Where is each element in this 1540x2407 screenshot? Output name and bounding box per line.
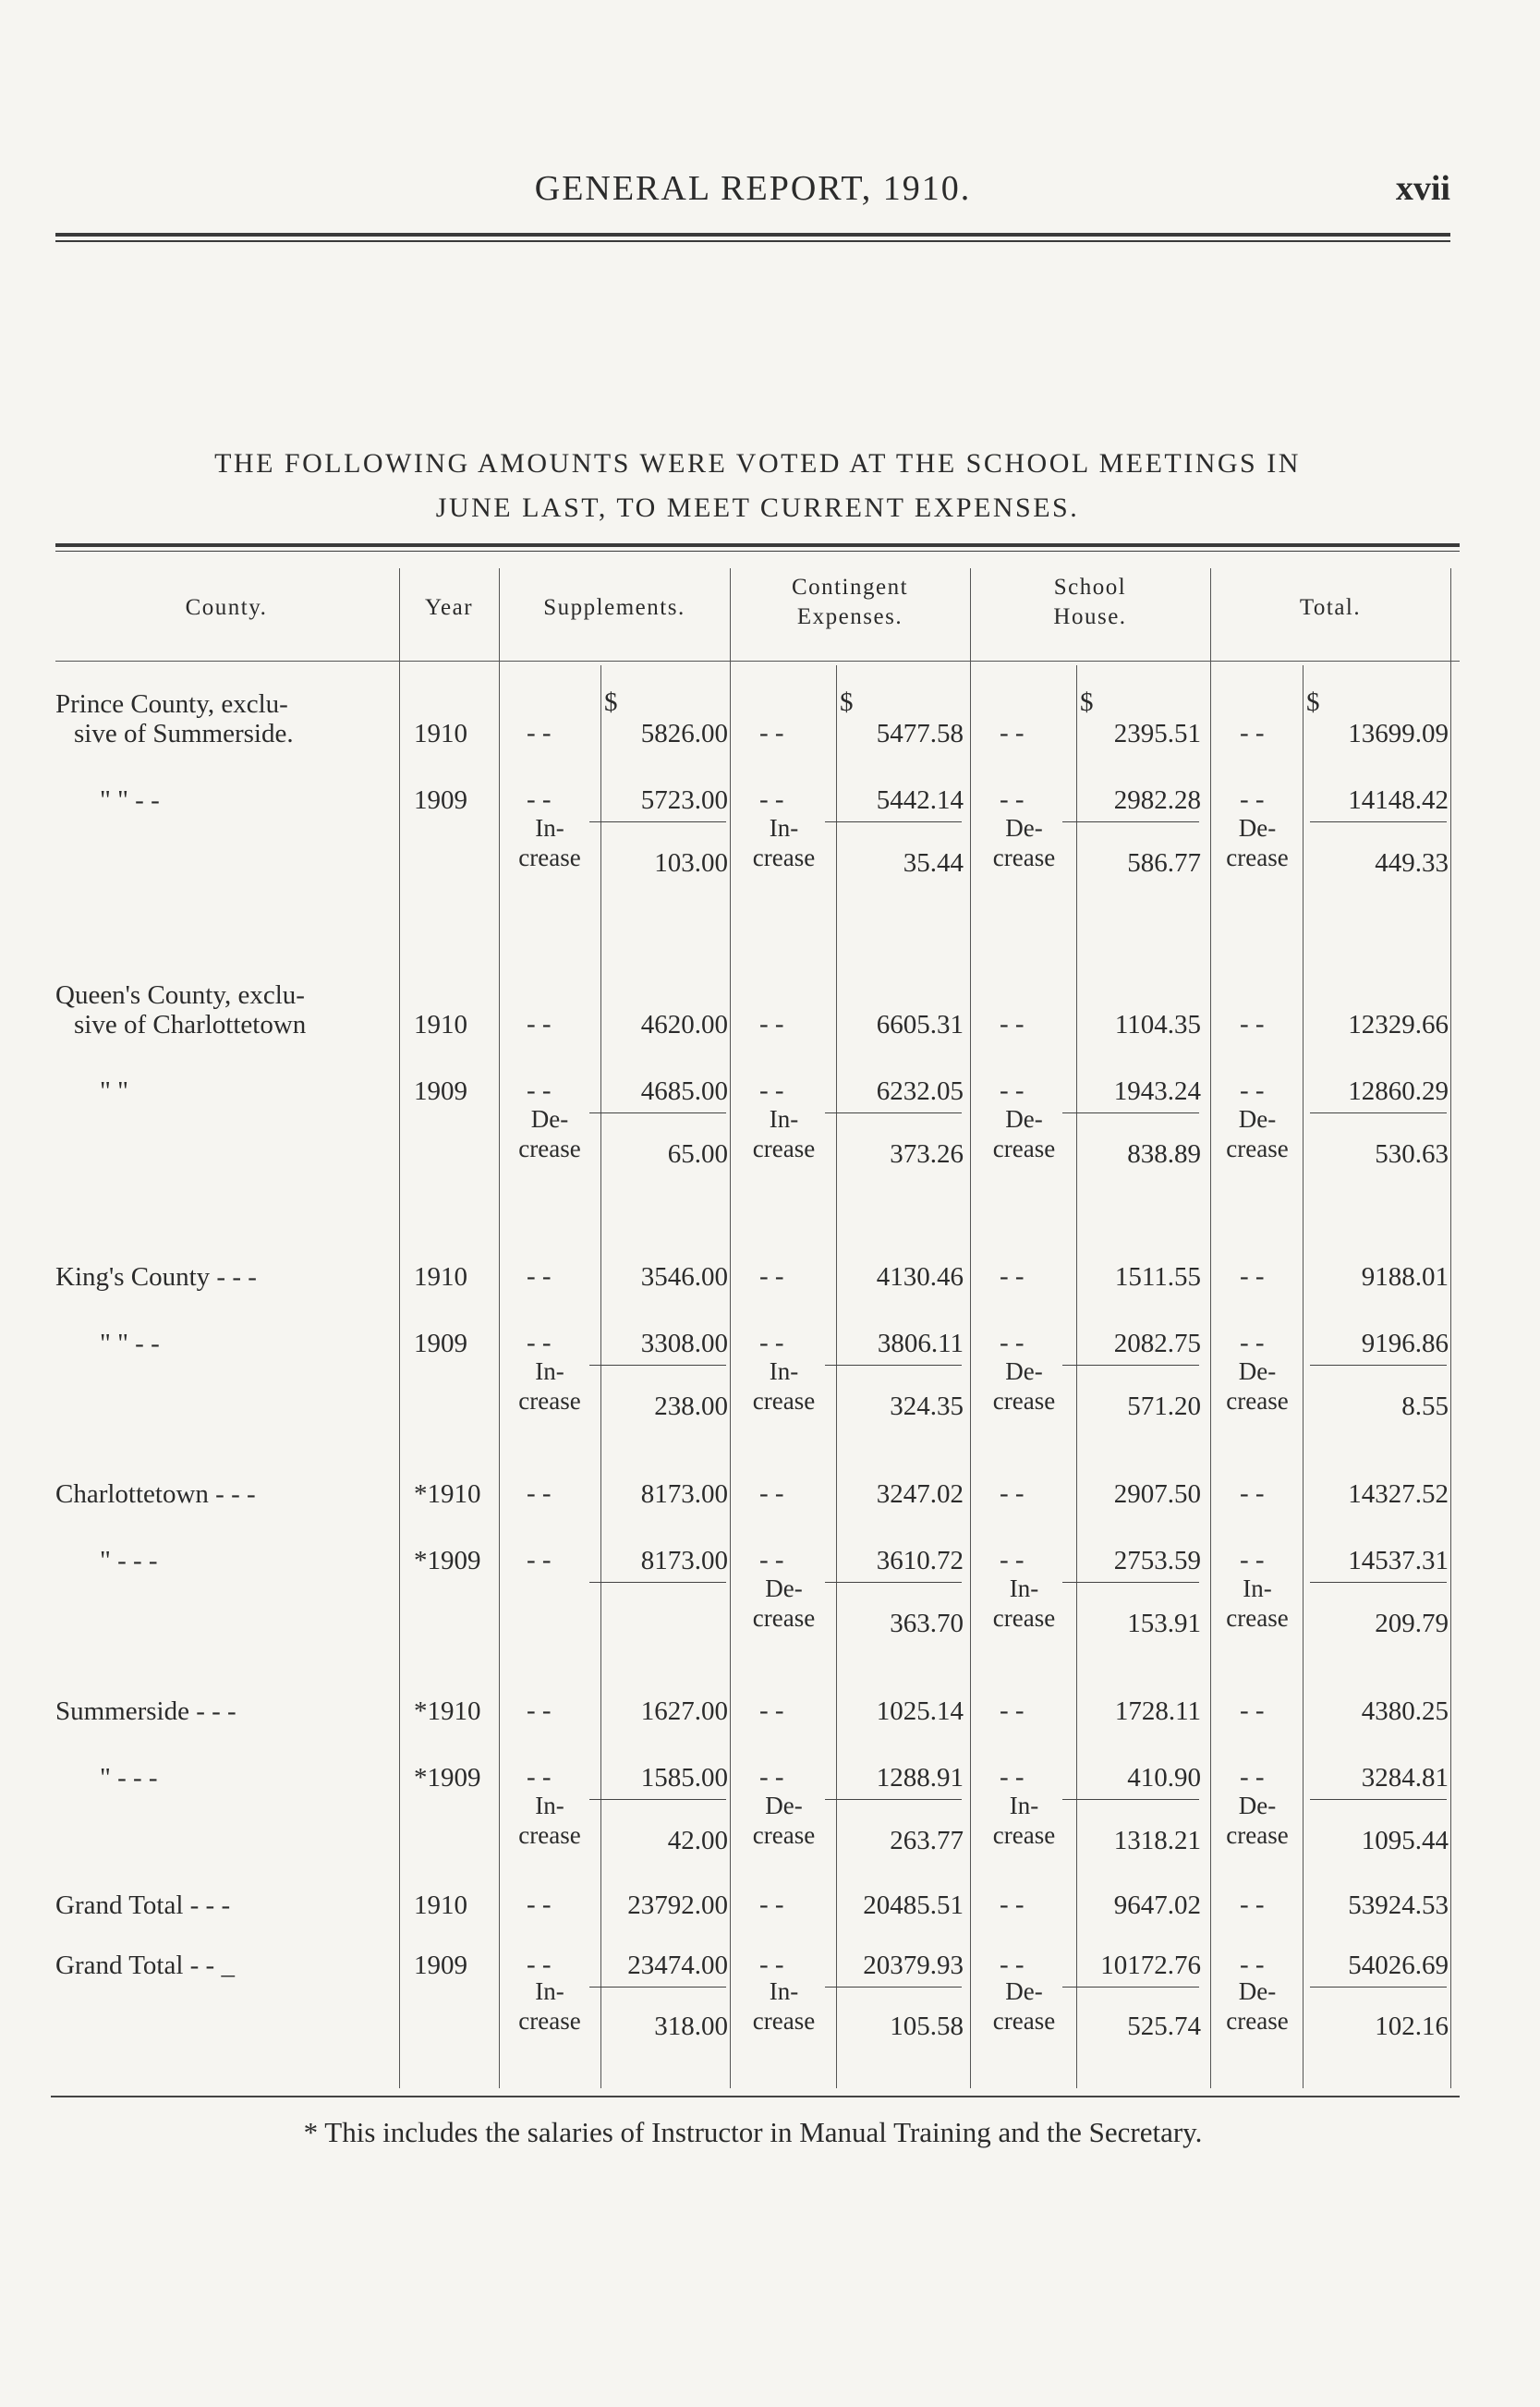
difference-rule <box>825 1799 962 1800</box>
header-underline <box>55 661 1460 662</box>
difference-rule <box>1310 1365 1447 1366</box>
change-label: crease <box>752 1135 816 1162</box>
change-label: crease <box>518 1387 581 1415</box>
column-divider <box>970 568 971 2088</box>
difference-con: 324.35 <box>890 1392 964 1421</box>
table-top-rule <box>55 543 1460 547</box>
difference-rule <box>1310 1582 1447 1583</box>
difference-tot: 1095.44 <box>1361 1826 1449 1855</box>
value-sup-1909: 4685.00 <box>640 1076 728 1106</box>
change-label: De- <box>1005 814 1043 842</box>
value-sch-1909: 2753.59 <box>1113 1546 1201 1575</box>
difference-rule <box>1062 1112 1199 1113</box>
difference-rule <box>1062 821 1199 822</box>
value-sup-1910: 3546.00 <box>640 1262 728 1292</box>
ditto-dash: - - <box>527 1696 552 1725</box>
change-label: In- <box>769 1977 799 2005</box>
change-label: crease <box>518 1821 581 1849</box>
difference-sup: 103.00 <box>654 848 728 878</box>
ditto-marks: " - - - <box>100 1763 158 1793</box>
ditto-dash: - - <box>527 784 552 814</box>
col-county: County. <box>185 595 268 620</box>
year-cell: 1910 <box>414 1890 467 1920</box>
change-label: crease <box>518 2007 581 2035</box>
ditto-dash: - - <box>1240 784 1265 814</box>
difference-rule <box>589 1987 726 1988</box>
ditto-marks: " " - - <box>100 785 160 815</box>
change-label: crease <box>992 1821 1056 1849</box>
value-con-1909: 6232.05 <box>876 1076 964 1106</box>
column-divider <box>1210 568 1211 2088</box>
ditto-dash: - - <box>1240 1261 1265 1291</box>
change-label: In- <box>1243 1574 1272 1602</box>
year-cell: *1910 <box>414 1696 481 1726</box>
value-sup-1909: 3308.00 <box>640 1329 728 1358</box>
difference-tot: 449.33 <box>1375 848 1449 878</box>
value-sch-1909: 2982.28 <box>1113 785 1201 815</box>
value-sch-1910: 1104.35 <box>1114 1010 1201 1039</box>
difference-con: 363.70 <box>890 1609 964 1638</box>
grand-total-label: Grand Total - - _ <box>55 1951 235 1980</box>
difference-rule <box>1062 1987 1199 1988</box>
ditto-dash: - - <box>527 1545 552 1574</box>
ditto-dash: - - <box>1000 1762 1025 1792</box>
col-total: Total. <box>1299 595 1362 620</box>
ditto-dash: - - <box>759 1950 784 1979</box>
difference-rule <box>1310 1112 1447 1113</box>
change-label: crease <box>752 844 816 871</box>
change-label: crease <box>1226 2007 1289 2035</box>
change-label: De- <box>1005 1105 1043 1133</box>
change-label: crease <box>752 1821 816 1849</box>
difference-rule <box>825 1987 962 1988</box>
col-year: Year <box>424 595 474 620</box>
grand-sch: 10172.76 <box>1100 1951 1201 1980</box>
value-con-1910: 6605.31 <box>876 1010 964 1039</box>
difference-tot: 209.79 <box>1375 1609 1449 1638</box>
grand-difference-tot: 102.16 <box>1375 2012 1449 2041</box>
ditto-dash: - - <box>1000 1076 1025 1105</box>
ditto-dash: - - <box>1000 1009 1025 1039</box>
value-tot-1909: 9196.86 <box>1361 1329 1449 1358</box>
header-rule <box>55 233 1450 242</box>
change-label: crease <box>1226 1821 1289 1849</box>
dollar-sign: $ <box>604 687 618 717</box>
ditto-dash: - - <box>1240 1478 1265 1508</box>
ditto-dash: - - <box>759 1009 784 1039</box>
change-label: In- <box>535 1357 564 1385</box>
difference-rule <box>825 1112 962 1113</box>
difference-sch: 571.20 <box>1127 1392 1201 1421</box>
year-cell: 1909 <box>414 1951 467 1980</box>
value-con-1910: 5477.58 <box>876 719 964 748</box>
year-cell: *1909 <box>414 1763 481 1793</box>
difference-rule <box>589 1582 726 1583</box>
grand-sch: 9647.02 <box>1113 1890 1201 1920</box>
difference-rule <box>1310 1799 1447 1800</box>
change-label: De- <box>765 1574 803 1602</box>
column-divider <box>1450 568 1451 2088</box>
change-label: In- <box>769 1357 799 1385</box>
difference-sch: 586.77 <box>1127 848 1201 878</box>
ditto-dash: - - <box>527 1478 552 1508</box>
ditto-dash: - - <box>759 1076 784 1105</box>
county-name: Charlottetown - - - <box>55 1479 256 1509</box>
year-cell: *1909 <box>414 1546 481 1575</box>
ditto-dash: - - <box>759 1478 784 1508</box>
value-sch-1909: 1943.24 <box>1113 1076 1201 1106</box>
county-name: Queen's County, exclu- <box>55 980 305 1010</box>
change-label: De- <box>1238 1977 1277 2005</box>
difference-rule <box>825 1365 962 1366</box>
difference-sch: 1318.21 <box>1113 1826 1201 1855</box>
difference-con: 373.26 <box>890 1139 964 1169</box>
grand-con: 20485.51 <box>863 1890 964 1920</box>
difference-rule <box>1062 1365 1199 1366</box>
dollar-sign: $ <box>1080 687 1094 717</box>
ditto-dash: - - <box>1240 718 1265 748</box>
change-label: In- <box>1009 1792 1039 1819</box>
value-sup-1910: 1627.00 <box>640 1696 728 1726</box>
ditto-dash: - - <box>1240 1890 1265 1919</box>
table-top-rule-thin <box>55 551 1460 552</box>
value-sup-1909: 8173.00 <box>640 1546 728 1575</box>
change-label: De- <box>1005 1977 1043 2005</box>
ditto-dash: - - <box>1240 1762 1265 1792</box>
ditto-dash: - - <box>527 1009 552 1039</box>
subcolumn-divider <box>836 665 837 2088</box>
ditto-dash: - - <box>1240 1009 1265 1039</box>
ditto-dash: - - <box>1000 1261 1025 1291</box>
change-label: crease <box>992 844 1056 871</box>
change-label: crease <box>752 1604 816 1632</box>
dollar-sign: $ <box>1306 687 1320 717</box>
change-label: crease <box>1226 1135 1289 1162</box>
value-con-1909: 3610.72 <box>876 1546 964 1575</box>
value-sup-1910: 8173.00 <box>640 1479 728 1509</box>
ditto-dash: - - <box>527 718 552 748</box>
grand-difference-sch: 525.74 <box>1127 2012 1201 2041</box>
change-label: crease <box>992 2007 1056 2035</box>
ditto-dash: - - <box>527 1890 552 1919</box>
difference-rule <box>1310 821 1447 822</box>
value-con-1910: 4130.46 <box>876 1262 964 1292</box>
difference-rule <box>589 1112 726 1113</box>
col-supplements: Supplements. <box>543 595 685 620</box>
change-label: In- <box>535 814 564 842</box>
change-label: De- <box>1005 1357 1043 1385</box>
difference-con: 263.77 <box>890 1826 964 1855</box>
col-contingent-2: Expenses. <box>796 604 903 629</box>
grand-tot: 53924.53 <box>1348 1890 1449 1920</box>
difference-rule <box>825 1582 962 1583</box>
change-label: crease <box>752 2007 816 2035</box>
change-label: crease <box>1226 1604 1289 1632</box>
column-divider <box>399 568 400 2088</box>
value-sch-1910: 1511.55 <box>1114 1262 1201 1292</box>
table-heading <box>55 442 1460 530</box>
change-label: De- <box>1238 1105 1277 1133</box>
change-label: crease <box>992 1387 1056 1415</box>
heading-line-1: THE FOLLOWING AMOUNTS WERE VOTED AT THE SCHOOL MEETINGS IN <box>214 448 1301 479</box>
difference-rule <box>589 821 726 822</box>
ditto-dash: - - <box>1240 1950 1265 1979</box>
ditto-dash: - - <box>1000 1545 1025 1574</box>
year-cell: 1910 <box>414 1010 467 1039</box>
county-name-cont: sive of Charlottetown <box>74 1010 307 1039</box>
value-sup-1910: 5826.00 <box>640 719 728 748</box>
ditto-dash: - - <box>759 1762 784 1792</box>
ditto-dash: - - <box>759 1261 784 1291</box>
value-sch-1910: 1728.11 <box>1114 1696 1201 1726</box>
value-sch-1909: 2082.75 <box>1113 1329 1201 1358</box>
ditto-dash: - - <box>1000 1890 1025 1919</box>
year-cell: 1909 <box>414 1329 467 1358</box>
ditto-dash: - - <box>759 1890 784 1919</box>
value-tot-1910: 14327.52 <box>1348 1479 1449 1509</box>
column-divider <box>730 568 731 2088</box>
year-cell: 1909 <box>414 785 467 815</box>
difference-rule <box>825 821 962 822</box>
change-label: crease <box>1226 1387 1289 1415</box>
ditto-dash: - - <box>759 1696 784 1725</box>
ditto-dash: - - <box>1000 784 1025 814</box>
change-label: In- <box>535 1977 564 2005</box>
difference-sch: 153.91 <box>1127 1609 1201 1638</box>
year-cell: 1910 <box>414 1262 467 1292</box>
difference-tot: 8.55 <box>1401 1392 1449 1421</box>
ditto-dash: - - <box>759 718 784 748</box>
ditto-dash: - - <box>759 1545 784 1574</box>
col-contingent-1: Contingent <box>791 575 909 600</box>
change-label: crease <box>518 844 581 871</box>
grand-difference-con: 105.58 <box>890 2012 964 2041</box>
county-name: Summerside - - - <box>55 1696 236 1726</box>
ditto-dash: - - <box>759 784 784 814</box>
ditto-marks: " " <box>100 1076 128 1106</box>
heading-line-2: JUNE LAST, TO MEET CURRENT EXPENSES. <box>435 492 1080 523</box>
value-sup-1909: 1585.00 <box>640 1763 728 1793</box>
value-con-1909: 5442.14 <box>876 785 964 815</box>
change-label: crease <box>992 1135 1056 1162</box>
subcolumn-divider <box>600 665 601 2088</box>
grand-tot: 54026.69 <box>1348 1951 1449 1980</box>
value-tot-1910: 13699.09 <box>1348 719 1449 748</box>
county-name: King's County - - - <box>55 1262 257 1292</box>
difference-sup: 65.00 <box>667 1139 728 1169</box>
difference-rule <box>1310 1987 1447 1988</box>
col-school-1: School <box>1053 575 1127 600</box>
ditto-dash: - - <box>527 1261 552 1291</box>
change-label: De- <box>1238 1792 1277 1819</box>
change-label: crease <box>992 1604 1056 1632</box>
difference-rule <box>589 1799 726 1800</box>
difference-sup: 238.00 <box>654 1392 728 1421</box>
ditto-dash: - - <box>527 1762 552 1792</box>
difference-rule <box>1062 1582 1199 1583</box>
change-label: crease <box>518 1135 581 1162</box>
ditto-dash: - - <box>1000 1328 1025 1357</box>
grand-con: 20379.93 <box>863 1951 964 1980</box>
value-sch-1909: 410.90 <box>1127 1763 1201 1793</box>
page-number: xvii <box>1395 169 1450 208</box>
value-con-1910: 1025.14 <box>876 1696 964 1726</box>
county-name: Prince County, exclu- <box>55 689 288 719</box>
ditto-dash: - - <box>1000 718 1025 748</box>
value-con-1910: 3247.02 <box>876 1479 964 1509</box>
ditto-dash: - - <box>759 1328 784 1357</box>
ditto-dash: - - <box>527 1950 552 1979</box>
change-label: De- <box>1238 1357 1277 1385</box>
change-label: In- <box>1009 1574 1039 1602</box>
value-tot-1910: 9188.01 <box>1361 1262 1449 1292</box>
value-tot-1910: 4380.25 <box>1361 1696 1449 1726</box>
value-tot-1909: 14537.31 <box>1348 1546 1449 1575</box>
change-label: crease <box>1226 844 1289 871</box>
difference-sch: 838.89 <box>1127 1139 1201 1169</box>
year-cell: 1910 <box>414 719 467 748</box>
change-label: De- <box>530 1105 569 1133</box>
grand-sup: 23792.00 <box>627 1890 728 1920</box>
dollar-sign: $ <box>840 687 854 717</box>
value-sup-1909: 5723.00 <box>640 785 728 815</box>
subcolumn-divider <box>1076 665 1077 2088</box>
ditto-dash: - - <box>1240 1696 1265 1725</box>
difference-tot: 530.63 <box>1375 1139 1449 1169</box>
change-label: In- <box>769 1105 799 1133</box>
grand-total-label: Grand Total - - - <box>55 1890 231 1920</box>
grand-sup: 23474.00 <box>627 1951 728 1980</box>
change-label: In- <box>769 814 799 842</box>
ditto-dash: - - <box>527 1076 552 1105</box>
change-label: De- <box>1238 814 1277 842</box>
change-label: De- <box>765 1792 803 1819</box>
grand-difference-sup: 318.00 <box>654 2012 728 2041</box>
ditto-dash: - - <box>1240 1545 1265 1574</box>
ditto-dash: - - <box>1240 1328 1265 1357</box>
value-con-1909: 3806.11 <box>877 1329 964 1358</box>
year-cell: *1910 <box>414 1479 481 1509</box>
value-sup-1910: 4620.00 <box>640 1010 728 1039</box>
subcolumn-divider <box>1303 665 1304 2088</box>
ditto-marks: " " - - <box>100 1329 160 1358</box>
ditto-dash: - - <box>527 1328 552 1357</box>
value-tot-1909: 14148.42 <box>1348 785 1449 815</box>
value-tot-1909: 3284.81 <box>1361 1763 1449 1793</box>
difference-con: 35.44 <box>903 848 964 878</box>
ditto-dash: - - <box>1000 1478 1025 1508</box>
value-con-1909: 1288.91 <box>876 1763 964 1793</box>
difference-rule <box>1062 1799 1199 1800</box>
ditto-marks: " - - - <box>100 1546 158 1575</box>
footnote: * This includes the salaries of Instructor in Manual Training and the Secretary. <box>303 2116 1203 2148</box>
value-tot-1909: 12860.29 <box>1348 1076 1449 1106</box>
page-header <box>55 168 1450 224</box>
col-school-2: House. <box>1053 604 1127 629</box>
change-label: crease <box>752 1387 816 1415</box>
value-tot-1910: 12329.66 <box>1348 1010 1449 1039</box>
ditto-dash: - - <box>1000 1950 1025 1979</box>
table-bottom-rule <box>51 2096 1460 2097</box>
difference-sup: 42.00 <box>667 1826 728 1855</box>
value-sch-1910: 2395.51 <box>1113 719 1201 748</box>
county-name-cont: sive of Summerside. <box>74 719 294 748</box>
column-divider <box>499 568 500 2088</box>
ditto-dash: - - <box>1000 1696 1025 1725</box>
ditto-dash: - - <box>1240 1076 1265 1105</box>
change-label: In- <box>535 1792 564 1819</box>
running-title: GENERAL REPORT, 1910. <box>534 169 972 208</box>
year-cell: 1909 <box>414 1076 467 1106</box>
value-sch-1910: 2907.50 <box>1113 1479 1201 1509</box>
difference-rule <box>589 1365 726 1366</box>
